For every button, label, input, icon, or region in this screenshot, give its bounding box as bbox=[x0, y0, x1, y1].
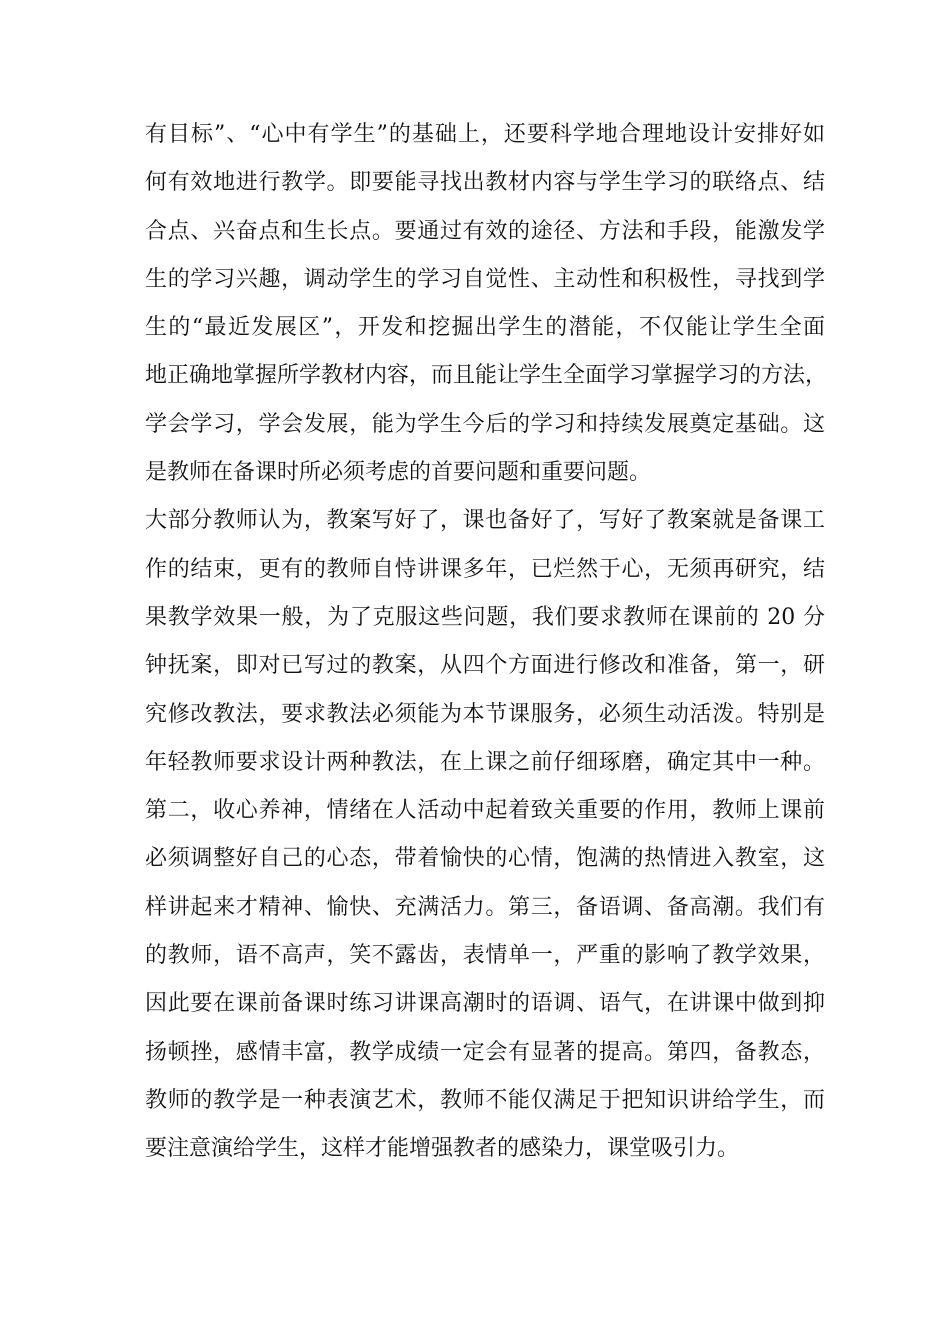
text-line: 学会学习，学会发展，能为学生今后的学习和持续发展奠定基础。这 bbox=[145, 411, 825, 437]
paragraph-end-line: 是教师在备课时所必须考虑的首要问题和重要问题。 bbox=[145, 460, 652, 486]
text-line: 生的学习兴趣，调动学生的学习自觉性、主动性和积极性，寻找到学 bbox=[145, 266, 825, 292]
text-line: 第二，收心养神，情绪在人活动中起着致关重要的作用，教师上课前 bbox=[145, 798, 825, 824]
text-line: 钟抚案，即对已写过的教案，从四个方面进行修改和准备，第一，研 bbox=[145, 653, 825, 679]
text-line: 合点、兴奋点和生长点。要通过有效的途径、方法和手段，能激发学 bbox=[145, 218, 825, 244]
text-line: 作的结束，更有的教师自恃讲课多年，已烂然于心，无须再研究，结 bbox=[145, 556, 825, 582]
text-line: 因此要在课前备课时练习讲课高潮时的语调、语气，在讲课中做到抑 bbox=[145, 991, 825, 1017]
text-line: 地正确地掌握所学教材内容，而且能让学生全面学习掌握学习的方法， bbox=[145, 363, 828, 389]
text-line: 究修改教法，要求教法必须能为本节课服务，必须生动活泼。特别是 bbox=[145, 701, 825, 727]
body-text bbox=[145, 111, 828, 1174]
text-line: 教师的教学是一种表演艺术，教师不能仅满足于把知识讲给学生，而 bbox=[145, 1087, 825, 1113]
text-line: 必须调整好自己的心态，带着愉快的心情，饱满的热情进入教室，这 bbox=[145, 846, 825, 872]
text-line: 大部分教师认为，教案写好了，课也备好了，写好了教案就是备课工 bbox=[145, 508, 825, 534]
text-line: 的教师，语不高声，笑不露齿，表情单一，严重的影响了教学效果， bbox=[145, 943, 825, 969]
text-line: 果教学效果一般，为了克服这些问题，我们要求教师在课前的 20 分 bbox=[145, 604, 825, 630]
text-line: 扬顿挫，感情丰富，教学成绩一定会有显著的提高。第四，备教态， bbox=[145, 1039, 825, 1065]
text-line: 样讲起来才精神、愉快、充满活力。第三，备语调、备高潮。我们有 bbox=[145, 894, 825, 920]
paragraph-end-line: 要注意演给学生，这样才能增强教者的感染力，课堂吸引力。 bbox=[145, 1136, 740, 1162]
text-line: 有目标”、“心中有学生”的基础上，还要科学地合理地设计安排好如 bbox=[145, 122, 825, 147]
text-line: 何有效地进行教学。即要能寻找出教材内容与学生学习的联络点、结 bbox=[145, 170, 825, 196]
text-line: 年轻教师要求设计两种教法，在上课之前仔细琢磨，确定其中一种。 bbox=[145, 749, 825, 775]
text-line: 生的“最近发展区”，开发和挖掘出学生的潜能，不仅能让学生全面 bbox=[145, 315, 825, 341]
